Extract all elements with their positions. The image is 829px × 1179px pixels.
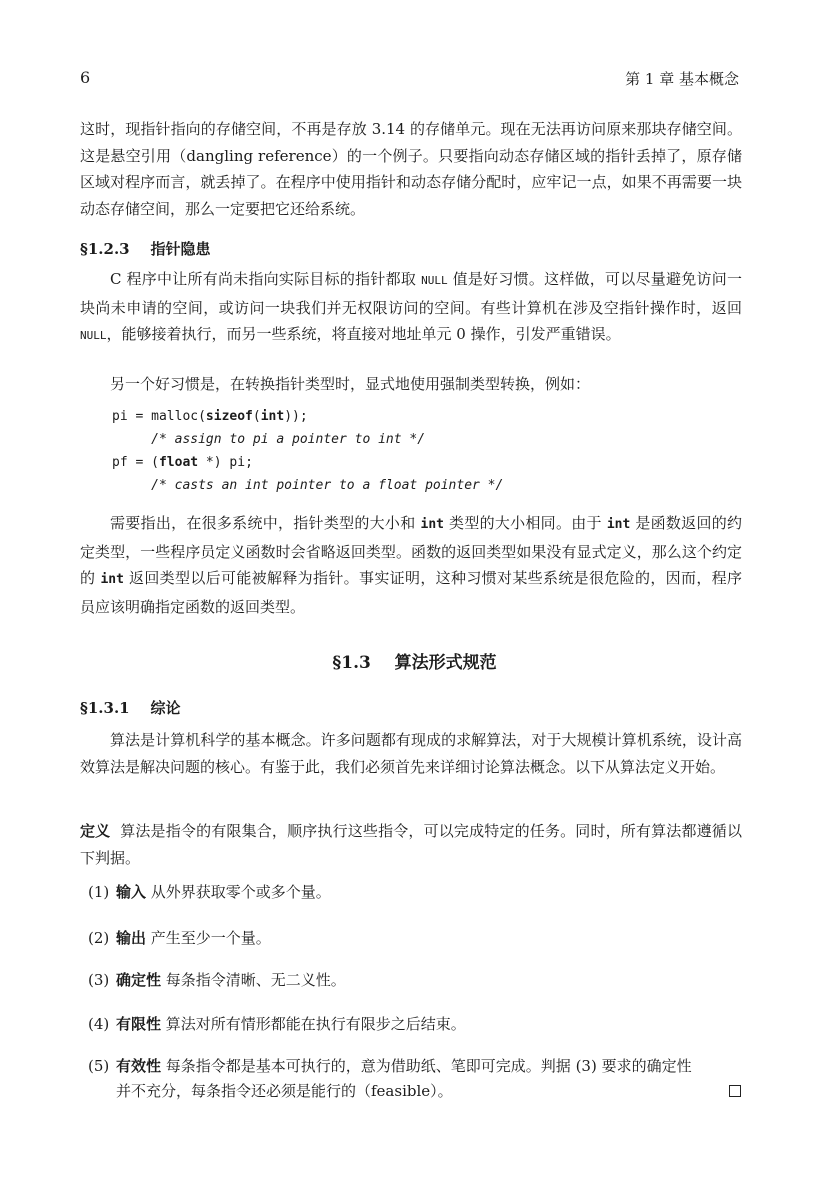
section-heading-1-3	[0, 648, 829, 673]
section-number: §1.2.3	[80, 240, 130, 258]
code-text: (	[252, 409, 261, 424]
section-number: §1.3.1	[80, 699, 130, 717]
code-block	[112, 405, 503, 497]
subsection-heading-1-3-1	[80, 697, 181, 718]
criterion-desc: 从外界获取零个或多个量。	[150, 883, 331, 901]
criterion-item	[88, 1012, 742, 1037]
text-run: ，能够接着执行，而另一些系统，将直接对地址单元 0 操作，引发严重错误。	[106, 325, 621, 343]
text-run: 返回类型以后可能被解释为指针。事实证明，这种习惯对某些系统是很危险的，因而，程序员应该明确指定函数的返回类型。	[80, 569, 742, 616]
code-int: int	[606, 517, 631, 532]
criterion-desc: 每条指令都是基本可执行的，意为借助纸、笔即可完成。判据 (3) 要求的确定性	[165, 1057, 692, 1075]
text-run: 是函数返回的约定类型，一些程序员定义函数时会省略返回类型。函数的返回类型如果没有显式定义，那么这个约定的	[80, 514, 742, 587]
code-null: NULL	[80, 329, 107, 342]
criterion-number: (1)	[88, 883, 110, 901]
criterion-desc: 算法对所有情形都能在执行有限步之后结束。	[165, 1015, 466, 1033]
criterion-item	[88, 880, 742, 905]
code-keyword: int	[260, 409, 285, 424]
paragraph-cast-habit: 另一个好习惯是，在转换指针类型时，显式地使用强制类型转换，例如：	[110, 375, 591, 393]
criterion-term: 有效性	[116, 1057, 162, 1075]
section-title: 指针隐患	[150, 240, 211, 258]
criterion-number: (3)	[88, 971, 110, 989]
subsection-heading-1-2-3	[80, 238, 211, 259]
criterion-desc-continued: 并不充分，每条指令还必须是能行的（feasible）。	[116, 1082, 453, 1100]
text-run: 值是好习惯。这样做，可以尽量避免访问一块尚未申请的空间，或访问一块我们并无权限访问的空间。有些计算机在涉及空指针操作时，返回	[80, 270, 742, 317]
code-int: int	[420, 517, 444, 532]
criterion-number: (4)	[88, 1015, 110, 1033]
text-run: C 程序中让所有尚未指向实际目标的指针都取	[110, 270, 422, 288]
criterion-term: 确定性	[116, 971, 162, 989]
definition-label: 定义	[80, 822, 111, 840]
criterion-item	[88, 968, 742, 993]
criterion-term: 有限性	[116, 1015, 162, 1033]
code-comment-1: /* assign to pi a pointer to int */	[112, 432, 426, 447]
code-keyword: float	[158, 455, 199, 470]
running-title: 第 1 章 基本概念	[625, 70, 739, 88]
definition-paragraph	[80, 818, 742, 871]
paragraph-null-pointer	[80, 266, 742, 350]
code-keyword: sizeof	[205, 409, 253, 424]
end-of-definition-square-icon	[729, 1085, 741, 1097]
paragraph-dangling-reference: 这时，现指针指向的存储空间，不再是存放 3.14 的存储单元。现在无法再访问原来那块存储空间。这是悬空引用（dangling reference）的一个例子。只要指向动态存储区域的指针丢掉了，原存储区域对程序而言，就丢掉了。在程序中使用指针和动态存储分配时，应牢记一点，如果不再需要一块动态存储空间，那么一定要把它还给系统。	[80, 120, 742, 218]
criterion-number: (2)	[88, 929, 110, 947]
criterion-item	[88, 926, 742, 951]
criterion-desc: 产生至少一个量。	[150, 929, 271, 947]
code-text: pi = malloc(	[112, 409, 206, 424]
code-text: ));	[284, 409, 308, 424]
definition-text: 算法是指令的有限集合，顺序执行这些指令，可以完成特定的任务。同时，所有算法都遵循以下判据。	[80, 822, 742, 867]
code-line-1	[112, 409, 308, 424]
section-number: §1.3	[332, 653, 371, 673]
criterion-number: (5)	[88, 1057, 110, 1075]
text-run: 需要指出，在很多系统中，指针类型的大小和	[110, 514, 421, 532]
criterion-term: 输入	[116, 883, 147, 901]
code-null: NULL	[421, 274, 448, 287]
code-text: *) pi;	[198, 455, 253, 470]
page-number: 6	[80, 68, 91, 87]
criterion-desc: 每条指令清晰、无二义性。	[165, 971, 346, 989]
section-title: 算法形式规范	[394, 653, 497, 673]
criterion-term: 输出	[116, 929, 147, 947]
text-run: 类型的大小相同。由于	[444, 514, 607, 532]
paragraph-int-return-type	[80, 510, 742, 620]
code-int: int	[100, 572, 124, 587]
section-title: 综论	[150, 699, 181, 717]
page-header	[80, 68, 739, 92]
code-line-3	[112, 455, 253, 470]
code-comment-2: /* casts an int pointer to a float pointer */	[112, 478, 504, 493]
code-text: pf = (	[112, 455, 159, 470]
criterion-item	[88, 1054, 742, 1104]
paragraph-algorithm-intro: 算法是计算机科学的基本概念。许多问题都有现成的求解算法，对于大规模计算机系统，设计高效算法是解决问题的核心。有鉴于此，我们必须首先来详细讨论算法概念。以下从算法定义开始。	[80, 731, 742, 776]
